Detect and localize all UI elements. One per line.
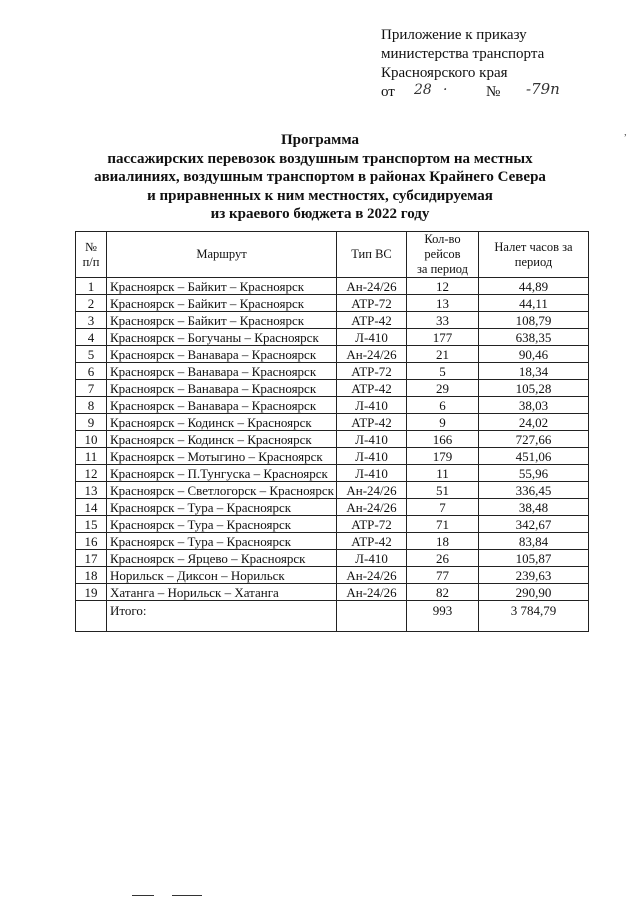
cell-route: Красноярск – Тура – Красноярск: [107, 516, 337, 533]
table-row: [76, 363, 589, 380]
title-line-1: Программа: [281, 132, 359, 148]
cell-aircraft: ATP-72: [337, 516, 407, 533]
cell-route: Красноярск – Ярцево – Красноярск: [107, 550, 337, 567]
cell-route: Красноярск – Байкит – Красноярск: [107, 295, 337, 312]
cell-route: Красноярск – Ванавара – Красноярск: [107, 346, 337, 363]
cell-flights: 9: [407, 414, 479, 431]
cell-route: Красноярск – Байкит – Красноярск: [107, 278, 337, 295]
cell-aircraft: Ан-24/26: [337, 567, 407, 584]
cell-hours: 18,34: [479, 363, 589, 380]
title-line-5: из краевого бюджета в 2022 году: [210, 206, 430, 222]
total-empty-number: [76, 601, 107, 632]
header-aircraft: Тип ВС: [337, 232, 407, 278]
cell-flights: 33: [407, 312, 479, 329]
cell-aircraft: Л-410: [337, 465, 407, 482]
flights-program-table: [75, 231, 589, 632]
cell-route: Красноярск – Ванавара – Красноярск: [107, 380, 337, 397]
cell-hours: 239,63: [479, 567, 589, 584]
cell-route: Норильск – Диксон – Норильск: [107, 567, 337, 584]
cell-route: Красноярск – Богучаны – Красноярск: [107, 329, 337, 346]
cell-number: 18: [76, 567, 107, 584]
table-row: [76, 414, 589, 431]
table-row: [76, 567, 589, 584]
cell-hours: 290,90: [479, 584, 589, 601]
appendix-line-3: Красноярского края: [381, 65, 508, 81]
scan-mark: [132, 895, 154, 896]
cell-aircraft: Л-410: [337, 431, 407, 448]
cell-number: 1: [76, 278, 107, 295]
cell-hours: 90,46: [479, 346, 589, 363]
appendix-header: [381, 26, 560, 102]
table-row: [76, 278, 589, 295]
table-body: [76, 278, 589, 632]
cell-number: 12: [76, 465, 107, 482]
title-line-2: пассажирских перевозок воздушным транспортом на местных: [107, 150, 533, 167]
cell-aircraft: Ан-24/26: [337, 482, 407, 499]
cell-flights: 51: [407, 482, 479, 499]
cell-flights: 177: [407, 329, 479, 346]
scan-mark: [172, 895, 202, 896]
cell-route: Красноярск – Ванавара – Красноярск: [107, 397, 337, 414]
cell-route: Красноярск – Кодинск – Красноярск: [107, 414, 337, 431]
cell-aircraft: ATP-42: [337, 533, 407, 550]
cell-flights: 7: [407, 499, 479, 516]
cell-hours: 38,48: [479, 499, 589, 516]
cell-hours: 83,84: [479, 533, 589, 550]
cell-route: Красноярск – Тура – Красноярск: [107, 499, 337, 516]
cell-route: Красноярск – Мотыгино – Красноярск: [107, 448, 337, 465]
cell-number: 3: [76, 312, 107, 329]
header-flights-line-2: рейсов: [424, 247, 461, 261]
table-row: [76, 329, 589, 346]
cell-flights: 77: [407, 567, 479, 584]
order-date-number-line: [381, 80, 560, 102]
cell-hours: 336,45: [479, 482, 589, 499]
cell-number: 11: [76, 448, 107, 465]
cell-aircraft: Ан-24/26: [337, 584, 407, 601]
cell-flights: 18: [407, 533, 479, 550]
header-route: Маршрут: [107, 232, 337, 278]
cell-hours: 727,66: [479, 431, 589, 448]
cell-aircraft: ATP-42: [337, 380, 407, 397]
cell-aircraft: ATP-42: [337, 312, 407, 329]
cell-route: Красноярск – П.Тунгуска – Красноярск: [107, 465, 337, 482]
cell-flights: 13: [407, 295, 479, 312]
cell-number: 7: [76, 380, 107, 397]
cell-route: Красноярск – Кодинск – Красноярск: [107, 431, 337, 448]
cell-aircraft: Л-410: [337, 550, 407, 567]
table-row: [76, 312, 589, 329]
cell-number: 15: [76, 516, 107, 533]
handwritten-date-month: ·: [443, 82, 448, 98]
header-flights: [407, 232, 479, 278]
cell-number: 8: [76, 397, 107, 414]
header-number: [76, 232, 107, 278]
cell-aircraft: Ан-24/26: [337, 278, 407, 295]
cell-aircraft: Ан-24/26: [337, 499, 407, 516]
cell-number: 13: [76, 482, 107, 499]
cell-hours: 108,79: [479, 312, 589, 329]
cell-flights: 21: [407, 346, 479, 363]
cell-aircraft: Л-410: [337, 448, 407, 465]
table-total-row: [76, 601, 589, 632]
cell-aircraft: Л-410: [337, 397, 407, 414]
table-row: [76, 380, 589, 397]
appendix-line-1: Приложение к приказу: [381, 27, 527, 43]
stray-mark: ,: [624, 126, 627, 138]
cell-number: 10: [76, 431, 107, 448]
cell-flights: 29: [407, 380, 479, 397]
cell-aircraft: ATP-42: [337, 414, 407, 431]
cell-aircraft: ATP-72: [337, 363, 407, 380]
cell-hours: 44,89: [479, 278, 589, 295]
cell-aircraft: Ан-24/26: [337, 346, 407, 363]
cell-hours: 105,87: [479, 550, 589, 567]
cell-hours: 44,11: [479, 295, 589, 312]
cell-aircraft: ATP-72: [337, 295, 407, 312]
cell-flights: 82: [407, 584, 479, 601]
cell-number: 19: [76, 584, 107, 601]
cell-flights: 5: [407, 363, 479, 380]
cell-number: 4: [76, 329, 107, 346]
title-line-3: авиалиниях, воздушным транспортом в районах Крайнего Севера: [94, 169, 546, 185]
cell-flights: 12: [407, 278, 479, 295]
cell-flights: 11: [407, 465, 479, 482]
header-flights-line-3: за период: [416, 262, 469, 276]
cell-route: Хатанга – Норильск – Хатанга: [107, 584, 337, 601]
bottom-scan-marks: [132, 895, 212, 897]
header-flights-line-1: Кол-во: [424, 232, 461, 246]
table-row: [76, 295, 589, 312]
cell-flights: 179: [407, 448, 479, 465]
cell-flights: 71: [407, 516, 479, 533]
cell-aircraft: Л-410: [337, 329, 407, 346]
cell-number: 16: [76, 533, 107, 550]
title-line-4: и приравненных к ним местностях, субсидируемая: [147, 187, 493, 204]
table-header-row: [76, 232, 589, 278]
cell-flights: 6: [407, 397, 479, 414]
cell-number: 14: [76, 499, 107, 516]
table-row: [76, 346, 589, 363]
table-row: [76, 431, 589, 448]
header-hours-line-1: Налет часов за: [494, 239, 573, 254]
cell-number: 6: [76, 363, 107, 380]
header-hours: [479, 232, 589, 278]
cell-route: Красноярск – Байкит – Красноярск: [107, 312, 337, 329]
cell-hours: 342,67: [479, 516, 589, 533]
table-row: [76, 550, 589, 567]
total-label: Итого:: [107, 601, 337, 632]
table-row: [76, 533, 589, 550]
header-hours-line-2: период: [514, 254, 553, 269]
cell-route: Красноярск – Тура – Красноярск: [107, 533, 337, 550]
table-row: [76, 465, 589, 482]
cell-number: 5: [76, 346, 107, 363]
cell-hours: 38,03: [479, 397, 589, 414]
cell-hours: 105,28: [479, 380, 589, 397]
table-row: [76, 397, 589, 414]
header-number-line-2: п/п: [82, 254, 100, 269]
header-number-line-1: №: [85, 239, 97, 254]
cell-route: Красноярск – Светлогорск – Красноярск: [107, 482, 337, 499]
total-empty-aircraft: [337, 601, 407, 632]
cell-number: 9: [76, 414, 107, 431]
number-label: №: [486, 84, 501, 100]
cell-hours: 451,06: [479, 448, 589, 465]
cell-number: 2: [76, 295, 107, 312]
cell-hours: 24,02: [479, 414, 589, 431]
cell-flights: 26: [407, 550, 479, 567]
total-hours: 3 784,79: [479, 601, 589, 632]
appendix-line-2: министерства транспорта: [381, 46, 545, 62]
table-row: [76, 516, 589, 533]
table-row: [76, 584, 589, 601]
total-flights: 993: [407, 601, 479, 632]
document-title: [0, 131, 640, 224]
cell-flights: 166: [407, 431, 479, 448]
cell-hours: 638,35: [479, 329, 589, 346]
table-row: [76, 482, 589, 499]
date-label: от: [381, 84, 395, 100]
handwritten-order-number: -79п: [526, 80, 560, 98]
table-row: [76, 499, 589, 516]
cell-route: Красноярск – Ванавара – Красноярск: [107, 363, 337, 380]
cell-number: 17: [76, 550, 107, 567]
table-row: [76, 448, 589, 465]
handwritten-date-day: 28: [414, 82, 432, 98]
cell-hours: 55,96: [479, 465, 589, 482]
